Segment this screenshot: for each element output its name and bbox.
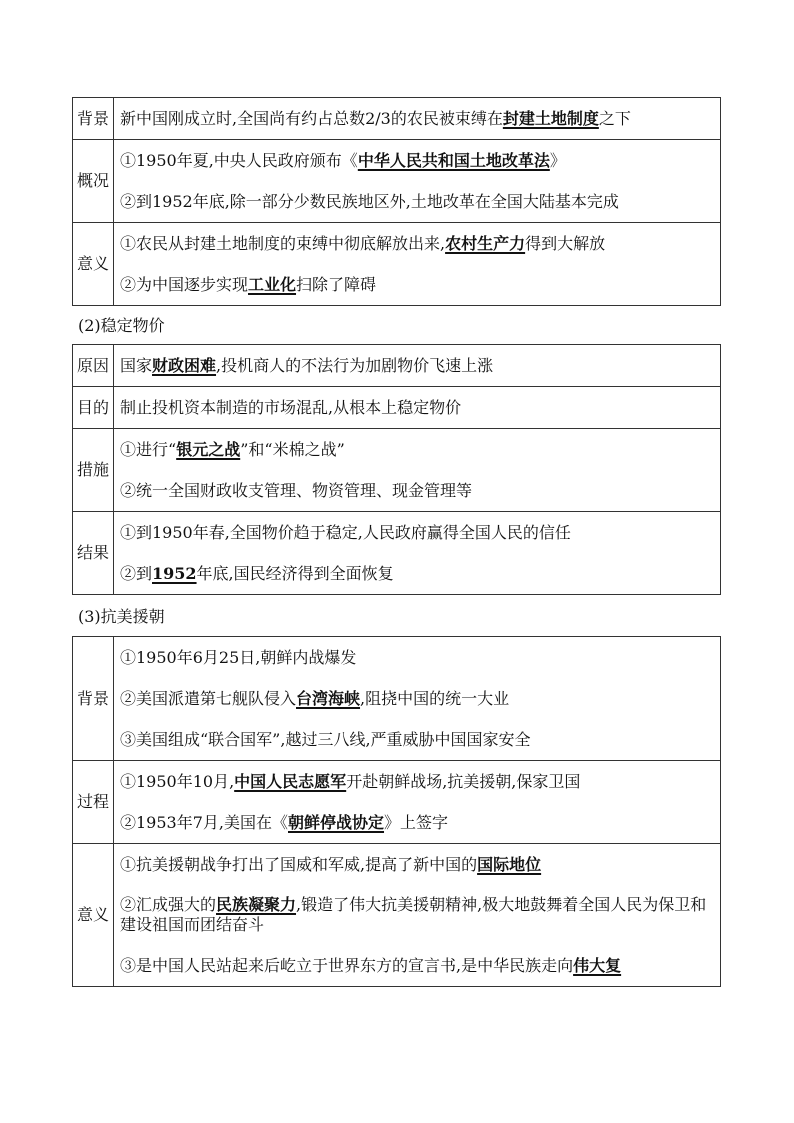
text-segment: ①1950年夏,中央人民政府颁布《 bbox=[120, 151, 358, 170]
text-segment: 新中国刚成立时,全国尚有约占总数2/3的农民被束缚在 bbox=[120, 109, 503, 128]
content-line bbox=[120, 470, 720, 511]
row-label: 背景 bbox=[73, 98, 114, 140]
text-segment: ②统一全国财政收支管理、物资管理、现金管理等 bbox=[120, 481, 473, 500]
text-segment: ③美国组成“联合国军”,越过三八线,严重威胁中国国家安全 bbox=[120, 730, 531, 749]
row-content bbox=[114, 223, 721, 306]
korea-war-table bbox=[72, 636, 721, 987]
text-segment: ①到1950年春,全国物价趋于稳定,人民政府赢得全国人民的信任 bbox=[120, 523, 571, 542]
table-row bbox=[73, 387, 721, 429]
keyword-highlight: 农村生产力 bbox=[445, 234, 526, 253]
row-content bbox=[114, 761, 721, 844]
content-line bbox=[120, 264, 720, 305]
table-row bbox=[73, 223, 721, 306]
keyword-highlight: 国际地位 bbox=[477, 855, 542, 874]
text-segment: ②到 bbox=[120, 564, 153, 583]
keyword-highlight: 中华人民共和国土地改革法 bbox=[357, 151, 550, 170]
row-label: 概况 bbox=[73, 140, 114, 223]
text-segment: 制止投机资本制造的市场混乱,从根本上稳定物价 bbox=[120, 398, 462, 417]
text-segment: ①进行“ bbox=[120, 440, 177, 459]
table-row bbox=[73, 140, 721, 223]
text-segment: ①抗美援朝战争打出了国威和军威,提高了新中国的 bbox=[120, 855, 478, 874]
keyword-highlight: 伟大复 bbox=[573, 956, 622, 975]
text-segment: ③是中国人民站起来后屹立于世界东方的宣言书,是中华民族走向 bbox=[120, 956, 574, 975]
text-segment: ①1950年6月25日,朝鲜内战爆发 bbox=[120, 648, 357, 667]
table-row bbox=[73, 761, 721, 844]
text-segment: ②为中国逐步实现 bbox=[120, 275, 249, 294]
row-label: 结果 bbox=[73, 512, 114, 595]
content-line bbox=[120, 844, 720, 885]
text-segment: ,锻造了伟大抗美援朝精神,极大地鼓舞着全国人民为保卫和建设祖国而团结奋斗 bbox=[120, 895, 707, 934]
text-segment: 得到大解放 bbox=[525, 234, 606, 253]
text-segment: 》 bbox=[549, 151, 566, 170]
row-label: 背景 bbox=[73, 637, 114, 761]
keyword-highlight: 朝鲜停战协定 bbox=[288, 813, 385, 832]
price-stabilization-table bbox=[72, 344, 721, 595]
content-line bbox=[120, 387, 720, 428]
text-segment: 国家 bbox=[120, 356, 153, 375]
row-content bbox=[114, 637, 721, 761]
text-segment: ②美国派遣第七舰队侵入 bbox=[120, 689, 297, 708]
content-line bbox=[120, 181, 720, 222]
text-segment: 之下 bbox=[598, 109, 631, 128]
row-content bbox=[114, 429, 721, 512]
row-content bbox=[114, 140, 721, 223]
keyword-highlight: 民族凝聚力 bbox=[216, 895, 297, 914]
row-label: 目的 bbox=[73, 387, 114, 429]
text-segment: 扫除了障碍 bbox=[296, 275, 377, 294]
row-content bbox=[114, 512, 721, 595]
text-segment: ,阻挠中国的统一大业 bbox=[360, 689, 510, 708]
row-content bbox=[114, 345, 721, 387]
land-reform-table bbox=[72, 97, 721, 306]
text-segment: 年底,国民经济得到全面恢复 bbox=[196, 564, 394, 583]
row-content bbox=[114, 387, 721, 429]
content-line bbox=[120, 512, 720, 553]
content-line bbox=[120, 429, 720, 470]
table-row bbox=[73, 512, 721, 595]
text-segment: 开赴朝鲜战场,抗美援朝,保家卫国 bbox=[346, 772, 581, 791]
table-row bbox=[73, 98, 721, 140]
content-line bbox=[120, 802, 720, 843]
content-line bbox=[120, 885, 720, 945]
row-label: 过程 bbox=[73, 761, 114, 844]
row-label: 意义 bbox=[73, 844, 114, 987]
content-line bbox=[120, 223, 720, 264]
text-segment: ②1953年7月,美国在《 bbox=[120, 813, 288, 832]
text-segment: ①农民从封建土地制度的束缚中彻底解放出来, bbox=[120, 234, 446, 253]
text-segment: 》上签字 bbox=[384, 813, 449, 832]
keyword-highlight: 中国人民志愿军 bbox=[234, 772, 347, 791]
content-line bbox=[120, 945, 720, 986]
content-line bbox=[120, 345, 720, 386]
keyword-highlight: 封建土地制度 bbox=[502, 109, 599, 128]
table-row bbox=[73, 637, 721, 761]
row-content bbox=[114, 98, 721, 140]
keyword-highlight: 财政困难 bbox=[152, 356, 217, 375]
section-heading-korea-war: (3)抗美援朝 bbox=[78, 607, 165, 626]
text-segment: ①1950年10月, bbox=[120, 772, 235, 791]
text-segment: ,投机商人的不法行为加剧物价飞速上涨 bbox=[216, 356, 494, 375]
content-line bbox=[120, 140, 720, 181]
text-segment: ②汇成强大的 bbox=[120, 895, 217, 914]
row-label: 措施 bbox=[73, 429, 114, 512]
text-segment: ②到1952年底,除一部分少数民族地区外,土地改革在全国大陆基本完成 bbox=[120, 192, 619, 211]
row-label: 意义 bbox=[73, 223, 114, 306]
keyword-highlight: 银元之战 bbox=[176, 440, 241, 459]
content-line bbox=[120, 98, 720, 139]
keyword-highlight: 台湾海峡 bbox=[296, 689, 361, 708]
text-segment: ”和“米棉之战” bbox=[240, 440, 345, 459]
content-line bbox=[120, 637, 720, 678]
row-label: 原因 bbox=[73, 345, 114, 387]
keyword-highlight: 1952 bbox=[152, 564, 197, 583]
table-row bbox=[73, 429, 721, 512]
content-line bbox=[120, 553, 720, 594]
keyword-highlight: 工业化 bbox=[248, 275, 297, 294]
content-line bbox=[120, 719, 720, 760]
row-content bbox=[114, 844, 721, 987]
table-row bbox=[73, 345, 721, 387]
content-line bbox=[120, 678, 720, 719]
table-row bbox=[73, 844, 721, 987]
section-heading-price-stabilization: (2)稳定物价 bbox=[78, 316, 165, 335]
content-line bbox=[120, 761, 720, 802]
